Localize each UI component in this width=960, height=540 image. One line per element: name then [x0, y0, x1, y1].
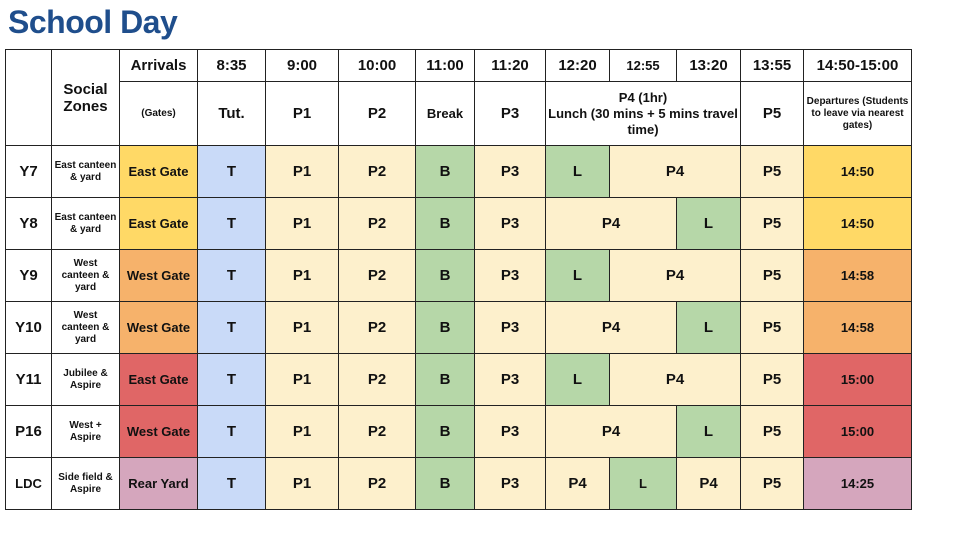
lunch-cell: L: [546, 250, 610, 302]
time-header: 13:20: [677, 50, 741, 82]
year-cell: Y10: [6, 302, 52, 354]
table-row: [6, 302, 912, 354]
zone-cell: West canteen & yard: [52, 250, 120, 302]
p1-cell: P1: [266, 406, 339, 458]
p1-cell: P1: [266, 458, 339, 510]
p5-cell: P5: [741, 354, 804, 406]
table-row: [6, 198, 912, 250]
header-periods-row: [6, 82, 912, 146]
p2-header: P2: [339, 82, 416, 146]
gate-cell: West Gate: [120, 406, 198, 458]
p3-cell: P3: [475, 146, 546, 198]
year-cell: P16: [6, 406, 52, 458]
departure-cell: 15:00: [804, 406, 912, 458]
school-day-timetable: [5, 49, 912, 510]
p3-cell: P3: [475, 198, 546, 250]
lunch-cell: L: [610, 458, 677, 510]
departure-cell: 14:58: [804, 302, 912, 354]
p1-cell: P1: [266, 250, 339, 302]
time-header: 11:00: [416, 50, 475, 82]
tutor-cell: T: [198, 354, 266, 406]
lunch-header: P4 (1hr) Lunch (30 mins + 5 mins travel time): [546, 82, 741, 146]
tutor-cell: T: [198, 458, 266, 510]
p2-cell: P2: [339, 406, 416, 458]
lunch-cell: L: [677, 302, 741, 354]
tutor-cell: T: [198, 198, 266, 250]
p5-cell: P5: [741, 406, 804, 458]
departure-cell: 14:50: [804, 198, 912, 250]
p5-cell: P5: [741, 458, 804, 510]
zone-cell: West canteen & yard: [52, 302, 120, 354]
break-cell: B: [416, 250, 475, 302]
p4-cell: P4: [546, 198, 677, 250]
zone-cell: Jubilee & Aspire: [52, 354, 120, 406]
year-cell: Y7: [6, 146, 52, 198]
break-cell: B: [416, 354, 475, 406]
gate-cell: East Gate: [120, 198, 198, 250]
p5-cell: P5: [741, 146, 804, 198]
p3-cell: P3: [475, 302, 546, 354]
p4-cell: P4: [610, 354, 741, 406]
break-cell: B: [416, 198, 475, 250]
header-times-row: [6, 50, 912, 82]
lunch-cell: L: [677, 406, 741, 458]
p5-cell: P5: [741, 302, 804, 354]
zone-cell: Side field & Aspire: [52, 458, 120, 510]
p4-cell: P4: [546, 302, 677, 354]
p2-cell: P2: [339, 354, 416, 406]
time-header: 14:50-15:00: [804, 50, 912, 82]
p4-cell: P4: [546, 458, 610, 510]
lunch-cell: L: [546, 146, 610, 198]
table-row: [6, 250, 912, 302]
year-cell: Y11: [6, 354, 52, 406]
p2-cell: P2: [339, 458, 416, 510]
time-header: 12:20: [546, 50, 610, 82]
zone-cell: East canteen & yard: [52, 198, 120, 250]
p3-cell: P3: [475, 406, 546, 458]
table-row: [6, 406, 912, 458]
tutor-cell: T: [198, 146, 266, 198]
p4-cell: P4: [610, 146, 741, 198]
p1-cell: P1: [266, 302, 339, 354]
departures-header: Departures (Students to leave via nearest gates): [804, 82, 912, 146]
break-cell: B: [416, 302, 475, 354]
break-cell: B: [416, 406, 475, 458]
table-row: [6, 146, 912, 198]
p2-cell: P2: [339, 250, 416, 302]
gate-cell: West Gate: [120, 302, 198, 354]
break-header: Break: [416, 82, 475, 146]
lunch-cell: L: [677, 198, 741, 250]
p3-cell: P3: [475, 458, 546, 510]
social-zones-header: Social Zones: [52, 50, 120, 146]
gate-cell: East Gate: [120, 146, 198, 198]
gate-cell: East Gate: [120, 354, 198, 406]
p3-cell: P3: [475, 354, 546, 406]
zone-cell: West + Aspire: [52, 406, 120, 458]
break-cell: B: [416, 146, 475, 198]
tutor-cell: T: [198, 250, 266, 302]
p2-cell: P2: [339, 146, 416, 198]
year-cell: Y8: [6, 198, 52, 250]
p5-cell: P5: [741, 198, 804, 250]
time-header: 12:55: [610, 50, 677, 82]
gate-cell: Rear Yard: [120, 458, 198, 510]
departure-cell: 14:25: [804, 458, 912, 510]
p1-header: P1: [266, 82, 339, 146]
p1-cell: P1: [266, 146, 339, 198]
table-row: [6, 458, 912, 510]
p5-header: P5: [741, 82, 804, 146]
p3-cell: P3: [475, 250, 546, 302]
tutor-cell: T: [198, 406, 266, 458]
year-cell: Y9: [6, 250, 52, 302]
p2-cell: P2: [339, 198, 416, 250]
page-title: School Day: [8, 4, 178, 40]
p2-cell: P2: [339, 302, 416, 354]
p4-cell: P4: [610, 250, 741, 302]
p1-cell: P1: [266, 354, 339, 406]
gate-cell: West Gate: [120, 250, 198, 302]
time-header: Arrivals: [120, 50, 198, 82]
break-cell: B: [416, 458, 475, 510]
departure-cell: 15:00: [804, 354, 912, 406]
p3-header: P3: [475, 82, 546, 146]
tut-header: Tut.: [198, 82, 266, 146]
gates-header: (Gates): [120, 82, 198, 146]
p5-cell: P5: [741, 250, 804, 302]
time-header: 11:20: [475, 50, 546, 82]
p4-cell: P4: [677, 458, 741, 510]
departure-cell: 14:50: [804, 146, 912, 198]
tutor-cell: T: [198, 302, 266, 354]
p1-cell: P1: [266, 198, 339, 250]
departure-cell: 14:58: [804, 250, 912, 302]
corner-cell: [6, 50, 52, 146]
time-header: 9:00: [266, 50, 339, 82]
year-cell: LDC: [6, 458, 52, 510]
p4-cell: P4: [546, 406, 677, 458]
time-header: 8:35: [198, 50, 266, 82]
table-row: [6, 354, 912, 406]
zone-cell: East canteen & yard: [52, 146, 120, 198]
time-header: 13:55: [741, 50, 804, 82]
lunch-cell: L: [546, 354, 610, 406]
time-header: 10:00: [339, 50, 416, 82]
